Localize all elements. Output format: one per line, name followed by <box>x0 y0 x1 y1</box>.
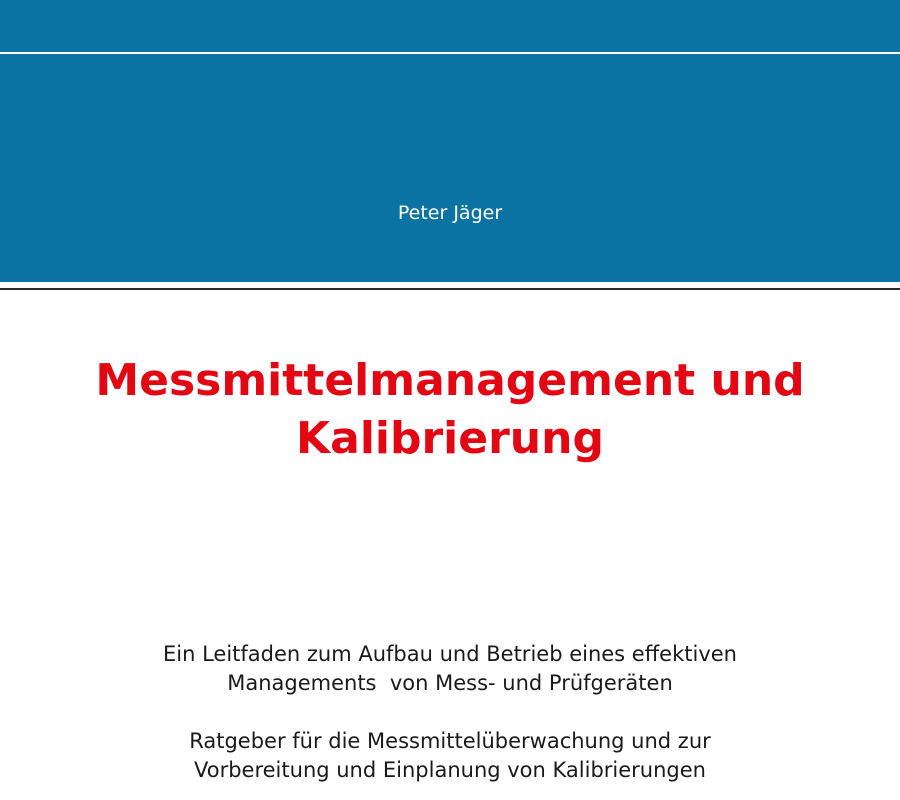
subtitle-line-4: Vorbereitung und Einplanung von Kalibrierungen <box>194 758 706 782</box>
top-color-band <box>0 0 900 282</box>
book-subtitle <box>0 640 900 785</box>
section-divider <box>0 288 900 290</box>
band-divider-line <box>0 52 900 54</box>
title-line-2: Kalibrierung <box>296 413 604 464</box>
subtitle-line-3: Ratgeber für die Messmittelüberwachung und zur <box>189 729 711 753</box>
subtitle-spacer <box>0 698 900 727</box>
title-line-1: Messmittelmanagement und <box>95 355 805 406</box>
subtitle-line-2: Managements von Mess- und Prüfgeräten <box>227 671 673 695</box>
subtitle-line-1: Ein Leitfaden zum Aufbau und Betrieb eines effektiven <box>163 642 737 666</box>
book-title <box>0 352 900 468</box>
author-name: Peter Jäger <box>397 202 503 224</box>
